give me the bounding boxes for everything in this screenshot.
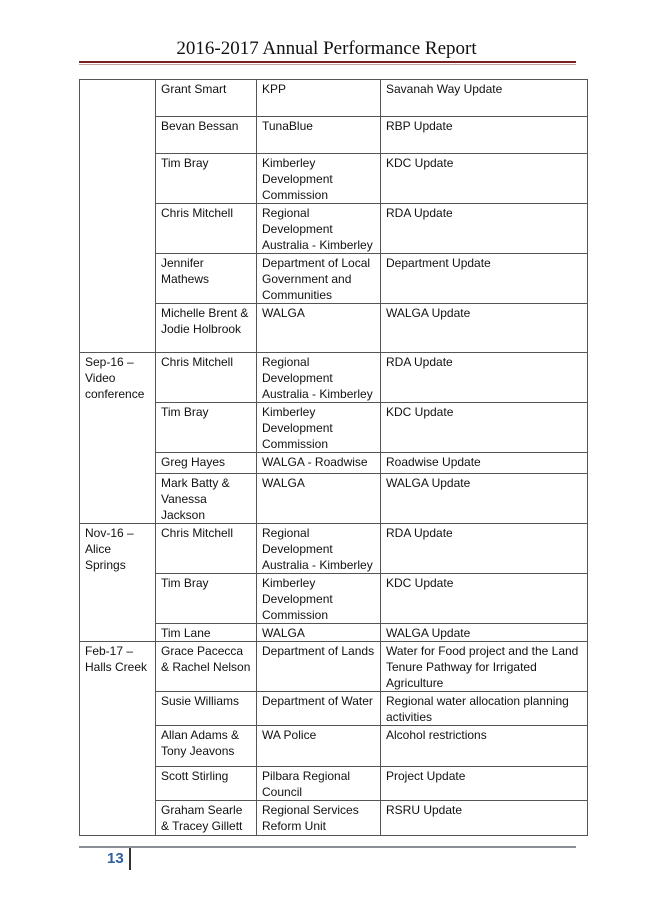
presenter-name: Grant Smart <box>156 80 257 117</box>
table-row <box>80 624 588 642</box>
presentation-topic: RDA Update <box>381 204 588 254</box>
presenter-name: Chris Mitchell <box>156 524 257 574</box>
presentation-topic: RBP Update <box>381 117 588 154</box>
table-row <box>80 353 588 403</box>
presenter-organisation: Department of Water <box>257 692 381 726</box>
presentation-topic: Department Update <box>381 254 588 304</box>
presentation-topic: WALGA Update <box>381 624 588 642</box>
presenter-name: Susie Williams <box>156 692 257 726</box>
table-row <box>80 726 588 767</box>
presenter-name: Graham Searle & Tracey Gillett <box>156 801 257 836</box>
presentation-topic: WALGA Update <box>381 474 588 524</box>
presenter-name: Scott Stirling <box>156 767 257 801</box>
table-row <box>80 80 588 117</box>
presenter-organisation: WALGA <box>257 304 381 353</box>
footer-rule <box>79 846 576 848</box>
page-number-divider <box>129 848 131 870</box>
presenter-organisation: Regional Development Australia - Kimberley <box>257 353 381 403</box>
presenter-organisation: Regional Development Australia - Kimberley <box>257 524 381 574</box>
meetings-table <box>79 79 588 836</box>
presenter-name: Grace Pacecca & Rachel Nelson <box>156 642 257 692</box>
table-row <box>80 204 588 254</box>
table-row <box>80 801 588 836</box>
presentation-topic: KDC Update <box>381 154 588 204</box>
presentation-topic: WALGA Update <box>381 304 588 353</box>
table-row <box>80 574 588 624</box>
presentation-topic: KDC Update <box>381 574 588 624</box>
meeting-date-cell <box>80 80 156 353</box>
presenter-organisation: WALGA <box>257 624 381 642</box>
header-rule <box>79 61 576 63</box>
presenter-organisation: WA Police <box>257 726 381 767</box>
presenter-organisation: Pilbara Regional Council <box>257 767 381 801</box>
presenter-name: Mark Batty & Vanessa Jackson <box>156 474 257 524</box>
table-row <box>80 254 588 304</box>
table-row <box>80 154 588 204</box>
presenter-name: Bevan Bessan <box>156 117 257 154</box>
presenter-name: Tim Bray <box>156 574 257 624</box>
presenter-organisation: Regional Services Reform Unit <box>257 801 381 836</box>
presenter-name: Allan Adams & Tony Jeavons <box>156 726 257 767</box>
page-header-title: 2016-2017 Annual Performance Report <box>176 38 477 59</box>
presentation-topic: Alcohol restrictions <box>381 726 588 767</box>
presenter-organisation: Regional Development Australia - Kimberley <box>257 204 381 254</box>
presenter-organisation: Kimberley Development Commission <box>257 154 381 204</box>
presenter-name: Tim Bray <box>156 403 257 453</box>
presenter-organisation: Department of Lands <box>257 642 381 692</box>
presentation-topic: Regional water allocation planning activities <box>381 692 588 726</box>
table-row <box>80 767 588 801</box>
page-number: 13 <box>107 850 124 867</box>
presenter-organisation: WALGA - Roadwise <box>257 453 381 474</box>
meeting-date-cell: Nov-16 – Alice Springs <box>80 524 156 642</box>
presentation-topic: Savanah Way Update <box>381 80 588 117</box>
presentation-topic: Water for Food project and the Land Tenure Pathway for Irrigated Agriculture <box>381 642 588 692</box>
presenter-organisation: WALGA <box>257 474 381 524</box>
presenter-name: Greg Hayes <box>156 453 257 474</box>
meeting-date-cell: Feb-17 – Halls Creek <box>80 642 156 836</box>
presenter-organisation: TunaBlue <box>257 117 381 154</box>
table-row <box>80 403 588 453</box>
presentation-topic: Roadwise Update <box>381 453 588 474</box>
presentation-topic: RDA Update <box>381 524 588 574</box>
presentation-topic: KDC Update <box>381 403 588 453</box>
presenter-name: Chris Mitchell <box>156 353 257 403</box>
presenter-name: Tim Lane <box>156 624 257 642</box>
presenter-organisation: Kimberley Development Commission <box>257 574 381 624</box>
table-row <box>80 453 588 474</box>
table-row <box>80 524 588 574</box>
presenter-name: Chris Mitchell <box>156 204 257 254</box>
presenter-organisation: KPP <box>257 80 381 117</box>
presenter-name: Michelle Brent & Jodie Holbrook <box>156 304 257 353</box>
presenter-organisation: Kimberley Development Commission <box>257 403 381 453</box>
meeting-date-cell: Sep-16 – Video conference <box>80 353 156 524</box>
table-row <box>80 642 588 692</box>
presenter-name: Jennifer Mathews <box>156 254 257 304</box>
presenter-name: Tim Bray <box>156 154 257 204</box>
presentation-topic: RDA Update <box>381 353 588 403</box>
table-row <box>80 474 588 524</box>
table-row <box>80 692 588 726</box>
header-rule-thin <box>79 64 576 65</box>
presenter-organisation: Department of Local Government and Communities <box>257 254 381 304</box>
table-row <box>80 304 588 353</box>
presentation-topic: Project Update <box>381 767 588 801</box>
table-row <box>80 117 588 154</box>
presentation-topic: RSRU Update <box>381 801 588 836</box>
